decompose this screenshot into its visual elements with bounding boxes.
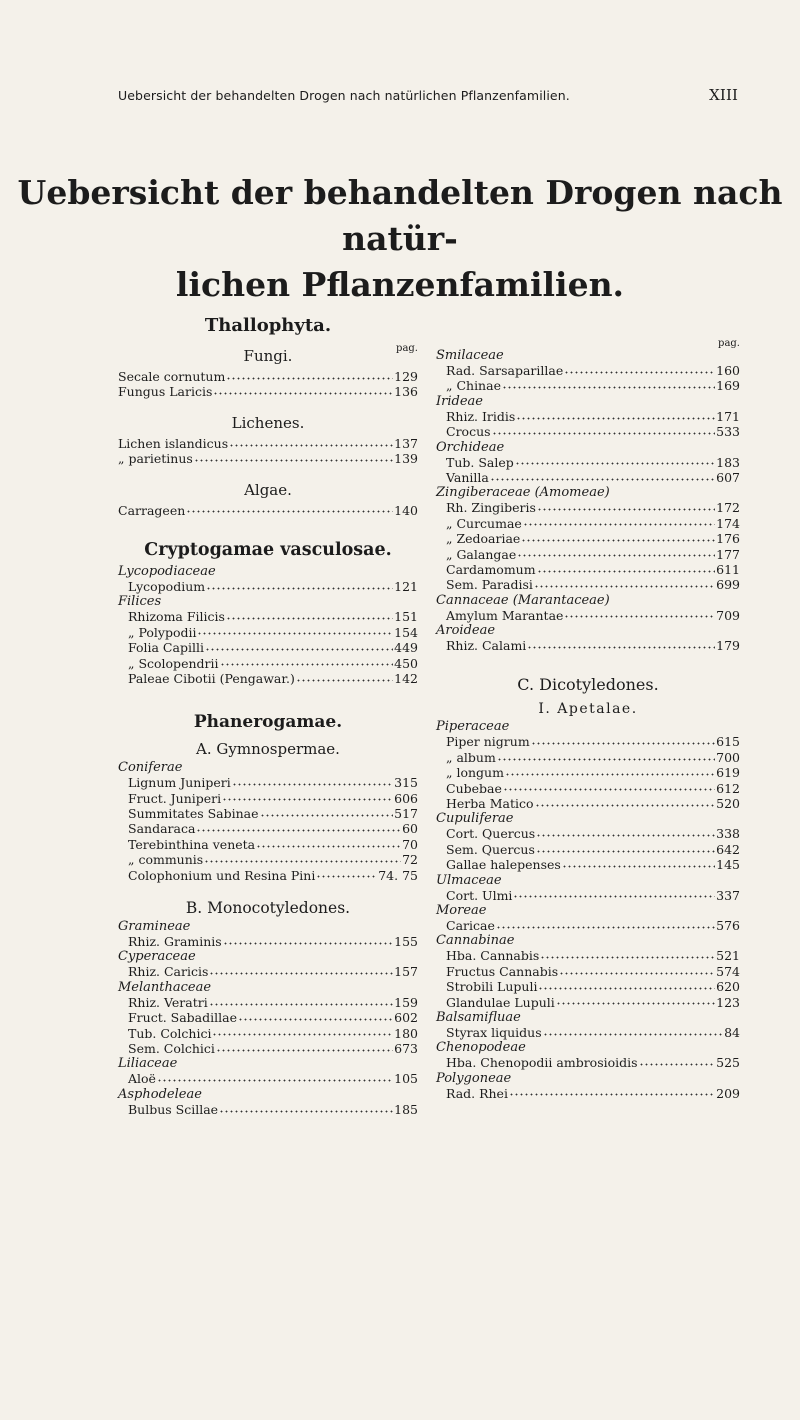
drug-name: Fructus Cannabis <box>446 963 559 979</box>
page-ref: 137 <box>394 435 418 451</box>
leader-dots <box>535 798 716 808</box>
leader-dots <box>502 380 715 390</box>
drug-name: Sem. Colchici <box>128 1040 215 1056</box>
drug-name: Styrax liquidus <box>446 1024 542 1040</box>
index-entry <box>118 671 418 686</box>
index-entry <box>118 1026 418 1041</box>
drug-name: Sandaraca <box>128 821 196 837</box>
index-entry <box>118 503 418 518</box>
leader-dots <box>513 890 715 900</box>
page-ref: 612 <box>716 780 740 796</box>
family-polygoneae: Polygoneae <box>436 1070 512 1086</box>
index-entry <box>118 775 418 790</box>
index-entry <box>118 436 418 451</box>
drug-name: Sem. Paradisi <box>446 577 533 593</box>
drug-name: Colophonium und Resina Pini <box>128 867 316 883</box>
page-ref: 169 <box>716 378 740 394</box>
family-cyperaceae: Cyperaceae <box>118 949 196 965</box>
drug-name: Folia Capilli <box>128 640 204 656</box>
index-entry <box>436 857 740 872</box>
drug-name: Lycopodium <box>128 578 206 594</box>
leader-dots <box>559 966 715 976</box>
page-ref: 151 <box>394 609 418 625</box>
index-entry <box>436 995 740 1010</box>
drug-name: Vanilla <box>446 469 489 485</box>
page-ref: 615 <box>716 734 740 750</box>
left-column: Thallophyta. pag. Fungi. Secale cornutum 129 Fungus Laricis 136 Lichenes. Lichen islandicus 137 „ parietinus 139 Algae. Carrageen 140 Cryptogamae vasculosae. Lycopodiaceae Lycopodium 121 Filices Rhizoma Filicis 151 „ Polypodii 154 Folia Capilli 449 „ Scolopendrii 450 Paleae Cibotii (Pengawar.) 142 Phanerogamae. A. Gymnospermae. Coniferae Lignum Juniperi 315 Fruct. Juniperi 606 Summitates Sabinae 517 Sandaraca 60 Terebinthina veneta 70 „ communis 72 Colophonium und Resina Pini 74. 75 B. Monocotyledones. Gramineae Rhiz. Graminis 155 Cyperaceae Rhiz. Caricis 157 Melanthaceae Rhiz. Veratri 159 Fruct. Sabadillae 602 Tub. Colchici 180 Sem. Colchici 673 Liliaceae Aloë 105 Asphodeleae Bulbus Scillae 185 <box>118 315 418 1117</box>
index-entry <box>118 868 418 883</box>
leader-dots <box>229 438 393 448</box>
leader-dots <box>536 844 715 854</box>
leader-dots <box>509 1088 715 1098</box>
drug-name: „ album <box>446 749 496 765</box>
leader-dots <box>505 767 715 777</box>
index-entry <box>436 500 740 515</box>
drug-name: Crocus <box>446 424 491 440</box>
index-entry <box>436 781 740 796</box>
index-entry <box>118 451 418 466</box>
leader-dots <box>556 997 715 1007</box>
page-ref: 606 <box>394 790 418 806</box>
drug-name: Secale cornutum <box>118 369 226 384</box>
index-entry <box>436 734 740 749</box>
leader-dots <box>497 752 715 762</box>
page-ref: 525 <box>716 1055 740 1071</box>
leader-dots <box>260 808 394 818</box>
index-entry <box>436 979 740 994</box>
leader-dots <box>516 411 715 421</box>
page-ref: 123 <box>716 994 740 1010</box>
page-ref: 70 <box>402 836 418 852</box>
list-ulmaceae <box>436 888 740 903</box>
family-cannabinae: Cannabinae <box>436 933 515 949</box>
leader-dots <box>226 611 393 621</box>
leader-dots <box>538 981 715 991</box>
drug-name: Cardamomum <box>446 561 536 577</box>
heading-dicotyledones: C. Dicotyledones. <box>517 675 659 695</box>
page-ref: 611 <box>716 561 740 577</box>
list-cannabinae <box>436 948 740 1010</box>
index-entry <box>118 640 418 655</box>
drug-name: Rad. Sarsaparillae <box>446 363 564 378</box>
page-ref: 180 <box>394 1025 418 1041</box>
family-liliaceae: Liliaceae <box>118 1056 178 1072</box>
drug-name: Caricae <box>446 917 495 933</box>
leader-dots <box>639 1057 716 1067</box>
list-filices <box>118 609 418 686</box>
drug-name: Gallae halepenses <box>446 857 561 873</box>
leader-dots <box>219 1104 393 1114</box>
index-entry <box>436 918 740 933</box>
index-entry <box>118 369 418 384</box>
family-cannaceae: Cannaceae (Marantaceae) <box>436 592 610 608</box>
drug-name: Rh. Zingiberis <box>446 500 536 516</box>
drug-name: Fruct. Juniperi <box>128 790 222 806</box>
index-entry <box>118 1102 418 1117</box>
page-ref: 72 <box>402 852 418 868</box>
page-ref: 121 <box>394 578 418 594</box>
index-entry <box>118 1071 418 1086</box>
leader-dots <box>496 920 715 930</box>
index-entry <box>436 948 740 963</box>
list-piperaceae <box>436 734 740 811</box>
leader-dots <box>531 736 715 746</box>
drug-name: Rhizoma Filicis <box>128 609 225 625</box>
leader-dots <box>196 823 401 833</box>
heading-monocotyledones: B. Monocotyledones. <box>185 899 351 918</box>
list-gramineae <box>118 934 418 949</box>
index-entry <box>436 750 740 765</box>
drug-name: „ parietinus <box>118 451 193 467</box>
drug-name: Rhiz. Caricis <box>128 964 209 980</box>
leader-dots <box>186 505 393 515</box>
page-ref: 607 <box>716 469 740 485</box>
leader-dots <box>226 371 393 381</box>
heading-phanerogamae: Phanerogamae. <box>193 712 343 733</box>
index-entry <box>436 424 740 439</box>
family-gramineae: Gramineae <box>118 919 191 935</box>
family-aroideae: Aroideae <box>436 623 496 639</box>
index-entry <box>118 609 418 624</box>
page-ref: 620 <box>716 979 740 995</box>
leader-dots <box>205 642 393 652</box>
list-cupuliferae <box>436 826 740 872</box>
running-head-title: Uebersicht der behandelten Drogen nach natürlichen Pflanzenfamilien. <box>118 88 570 103</box>
drug-name: Rad. Rhei <box>446 1085 508 1101</box>
page-ref: 315 <box>394 775 418 791</box>
index-entry <box>118 964 418 979</box>
drug-name: „ communis <box>128 852 204 868</box>
drug-name: „ Curcumae <box>446 515 522 531</box>
page-ref: 129 <box>394 369 418 384</box>
list-melanthaceae <box>118 995 418 1057</box>
page-ref: 139 <box>394 451 418 467</box>
index-entry <box>436 842 740 857</box>
right-column: pag. Smilaceae Rad. Sarsaparillae 160 „ Chinae 169 Irideae Rhiz. Iridis 171 Crocus 533 Orchideae Tub. Salep 183 Vanilla 607 Zingiberaceae (Amomeae) Rh. Zingiberis 172 „ Curcumae 174 „ Zedoariae 176 „ Galangae 177 Cardamomum 611 Sem. Paradisi 699 Cannaceae (Marantaceae) Amylum Marantae 709 Aroideae Rhiz. Calami 179 C. Dicotyledones. I. Apetalae. Piperaceae Piper nigrum 615 „ album 700 „ longum 619 Cubebae 612 Herba Matico 520 Cupuliferae Cort. Quercus 338 Sem. Quercus 642 Gallae halepenses 145 Ulmaceae Cort. Ulmi 337 Moreae Caricae 576 Cannabinae Hba. Cannabis 521 Fructus Cannabis 574 Strobili Lupuli 620 Glandulae Lupuli 123 Balsamifluae Styrax liquidus 84 Chenopodeae Hba. Chenopodii ambrosioidis 525 Polygoneae Rad. Rhei 209 <box>436 338 740 1101</box>
list-fungi <box>118 369 418 400</box>
page-ref: 517 <box>394 806 418 822</box>
drug-name: „ Polypodii <box>128 624 197 640</box>
drug-name: Rhiz. Graminis <box>128 934 222 950</box>
list-zingiberaceae <box>436 500 740 592</box>
family-ulmaceae: Ulmaceae <box>436 872 502 888</box>
index-entry <box>118 852 418 867</box>
leader-dots <box>490 472 715 482</box>
page-ref: 574 <box>716 963 740 979</box>
drug-name: Hba. Chenopodii ambrosioidis <box>446 1055 638 1071</box>
page-ref: 576 <box>716 917 740 933</box>
page-ref: 172 <box>716 500 740 516</box>
index-entry <box>436 1025 740 1040</box>
leader-dots <box>537 564 716 574</box>
index-entry <box>118 821 418 836</box>
drug-name: Fruct. Sabadillae <box>128 1010 237 1026</box>
drug-name: Cubebae <box>446 780 502 796</box>
page-ref: 699 <box>716 577 740 593</box>
drug-name: Cort. Quercus <box>446 826 536 842</box>
leader-dots <box>527 640 715 650</box>
drug-name: Fungus Laricis <box>118 384 213 400</box>
leader-dots <box>220 658 394 668</box>
leader-dots <box>515 457 715 467</box>
index-entry <box>436 888 740 903</box>
page-ref: 145 <box>716 857 740 873</box>
page-ref: 177 <box>716 546 740 562</box>
family-piperaceae: Piperaceae <box>436 719 510 735</box>
index-entry <box>118 995 418 1010</box>
leader-dots <box>296 673 393 683</box>
page-ref: 140 <box>394 502 418 518</box>
page-ref: 160 <box>716 363 740 378</box>
drug-name: Carrageen <box>118 502 186 518</box>
index-entry <box>118 656 418 671</box>
leader-dots <box>212 1028 393 1038</box>
page-ref: 154 <box>394 624 418 640</box>
drug-name: Herba Matico <box>446 796 534 812</box>
drug-name: Piper nigrum <box>446 734 530 750</box>
leader-dots <box>316 870 377 880</box>
list-moreae <box>436 918 740 933</box>
family-zingiberaceae: Zingiberaceae (Amomeae) <box>436 485 610 501</box>
index-entry <box>436 531 740 546</box>
page-number: XIII <box>709 86 738 104</box>
index-entry <box>118 579 418 594</box>
family-coniferae: Coniferae <box>118 760 183 776</box>
index-entry <box>436 765 740 780</box>
page-ref: 450 <box>394 655 418 671</box>
page-ref: 449 <box>394 640 418 656</box>
drug-name: Sem. Quercus <box>446 841 535 857</box>
index-entry <box>436 547 740 562</box>
list-balsamifluae <box>436 1025 740 1040</box>
leader-dots <box>523 518 715 528</box>
drug-name: Terebinthina veneta <box>128 836 256 852</box>
heading-cryptogamae: Cryptogamae vasculosae. <box>144 539 392 560</box>
index-entry <box>436 516 740 531</box>
page-ref: 520 <box>716 796 740 812</box>
drug-name: Glandulae Lupuli <box>446 994 555 1010</box>
leader-dots <box>206 581 393 591</box>
list-liliaceae <box>118 1071 418 1086</box>
index-entry <box>118 837 418 852</box>
page-ref: 642 <box>716 841 740 857</box>
page-ref: 338 <box>716 826 740 842</box>
page-ref: 533 <box>716 424 740 440</box>
index-entry <box>436 577 740 592</box>
index-entry <box>436 1086 740 1101</box>
index-entry <box>436 378 740 393</box>
heading-gymnospermae: A. Gymnospermae. <box>196 740 340 759</box>
page-ref: 709 <box>716 607 740 623</box>
index-entry <box>436 638 740 653</box>
page-ref: 174 <box>716 515 740 531</box>
index-entry <box>436 796 740 811</box>
family-lycopodiaceae: Lycopodiaceae <box>118 563 216 579</box>
drug-name: Hba. Cannabis <box>446 948 540 964</box>
family-balsamifluae: Balsamifluae <box>436 1009 521 1025</box>
page-ref: 74. 75 <box>378 867 418 883</box>
drug-name: „ Zedoariae <box>446 531 521 547</box>
leader-dots <box>517 549 715 559</box>
leader-dots <box>534 579 715 589</box>
page-ref: 155 <box>394 934 418 950</box>
heading-fungi: Fungi. <box>243 347 293 365</box>
page-ref: 209 <box>716 1085 740 1101</box>
list-chenopodeae <box>436 1055 740 1070</box>
page-ref: 700 <box>716 749 740 765</box>
list-asphodeleae <box>118 1102 418 1117</box>
drug-name: Tub. Salep <box>446 454 514 470</box>
drug-name: Rhiz. Calami <box>446 638 527 654</box>
list-coniferae <box>118 775 418 883</box>
leader-dots <box>238 1012 393 1022</box>
leader-dots <box>209 966 393 976</box>
family-orchideae: Orchideae <box>436 439 505 455</box>
leader-dots <box>564 365 715 375</box>
leader-dots <box>503 783 715 793</box>
leader-dots <box>204 854 401 864</box>
leader-dots <box>197 627 393 637</box>
heading-thallophyta: Thallophyta. <box>204 315 332 336</box>
page-title-line-1: Uebersicht der behandelten Drogen nach natür- <box>17 173 783 258</box>
index-entry <box>436 964 740 979</box>
page-ref: 673 <box>394 1040 418 1056</box>
page-ref: 185 <box>394 1101 418 1117</box>
list-polygoneae <box>436 1086 740 1101</box>
index-entry <box>118 806 418 821</box>
page-ref: 183 <box>716 454 740 470</box>
index-entry <box>436 363 740 378</box>
page-ref: 84 <box>724 1024 740 1040</box>
page-ref: 157 <box>394 964 418 980</box>
leader-dots <box>209 997 393 1007</box>
page-ref: 521 <box>716 948 740 964</box>
leader-dots <box>232 777 393 787</box>
drug-name: Tub. Colchici <box>128 1025 212 1041</box>
drug-name: Strobili Lupuli <box>446 979 538 995</box>
index-entry <box>118 934 418 949</box>
index-entry <box>436 562 740 577</box>
index-entry <box>436 608 740 623</box>
leader-dots <box>194 453 393 463</box>
family-moreae: Moreae <box>436 902 487 918</box>
index-entry <box>436 1055 740 1070</box>
drug-name: „ longum <box>446 765 504 781</box>
list-lichenes <box>118 436 418 467</box>
index-entry <box>118 791 418 806</box>
leader-dots <box>157 1073 393 1083</box>
running-head <box>118 88 738 110</box>
drug-name: „ Chinae <box>446 378 501 394</box>
list-algae <box>118 503 418 518</box>
index-entry <box>118 625 418 640</box>
family-asphodeleae: Asphodeleae <box>118 1086 202 1102</box>
leader-dots <box>256 839 401 849</box>
page-ref: 105 <box>394 1071 418 1087</box>
leader-dots <box>521 533 715 543</box>
leader-dots <box>223 936 393 946</box>
list-aroideae <box>436 638 740 653</box>
heading-lichenes: Lichenes. <box>231 413 305 432</box>
page-title <box>0 170 800 308</box>
page-ref: 337 <box>716 887 740 903</box>
drug-name: Lichen islandicus <box>118 435 229 451</box>
page-ref: 602 <box>394 1010 418 1026</box>
leader-dots <box>216 1043 393 1053</box>
page-ref: 179 <box>716 638 740 654</box>
list-cyperaceae <box>118 964 418 979</box>
page-ref: 159 <box>394 994 418 1010</box>
page-ref: 176 <box>716 531 740 547</box>
drug-name: Summitates Sabinae <box>128 806 259 822</box>
drug-name: „ Galangae <box>446 546 517 562</box>
heading-apetalae: I. Apetalae. <box>538 701 638 718</box>
family-chenopodeae: Chenopodeae <box>436 1040 526 1056</box>
family-irideae: Irideae <box>436 393 483 409</box>
leader-dots <box>537 502 715 512</box>
drug-name: Rhiz. Veratri <box>128 994 208 1010</box>
drug-name: Lignum Juniperi <box>128 775 231 791</box>
list-orchideae <box>436 455 740 486</box>
leader-dots <box>543 1027 723 1037</box>
page-ref: 136 <box>394 384 418 400</box>
leader-dots <box>222 793 393 803</box>
index-entry <box>436 409 740 424</box>
drug-name: „ Scolopendrii <box>128 655 219 671</box>
family-cupuliferae: Cupuliferae <box>436 811 514 827</box>
page-ref: 171 <box>716 408 740 424</box>
drug-name: Paleae Cibotii (Pengawar.) <box>128 670 295 686</box>
index-entry <box>118 1010 418 1025</box>
drug-name: Amylum Marantae <box>446 607 564 623</box>
heading-algae: Algae. <box>244 480 292 499</box>
family-filices: Filices <box>118 594 162 610</box>
list-irideae <box>436 409 740 440</box>
drug-name: Aloë <box>128 1071 156 1087</box>
index-entry <box>118 384 418 399</box>
drug-name: Cort. Ulmi <box>446 887 513 903</box>
leader-dots <box>562 859 715 869</box>
family-melanthaceae: Melanthaceae <box>118 979 212 995</box>
index-entry <box>118 1041 418 1056</box>
index-entry <box>436 826 740 841</box>
drug-name: Bulbus Scillae <box>128 1101 219 1117</box>
drug-name: Rhiz. Iridis <box>446 408 516 424</box>
leader-dots <box>540 950 715 960</box>
page-ref: 60 <box>402 821 418 837</box>
list-cannaceae <box>436 608 740 623</box>
family-smilaceae: Smilaceae <box>436 348 504 363</box>
page-ref: 142 <box>394 670 418 686</box>
list-lycopodiaceae <box>118 579 418 594</box>
page-title-line-2: lichen Pflanzenfamilien. <box>175 265 625 304</box>
index-entry <box>436 455 740 470</box>
page-ref: 619 <box>716 765 740 781</box>
leader-dots <box>536 828 715 838</box>
leader-dots <box>492 426 716 436</box>
leader-dots <box>564 610 715 620</box>
list-smilaceae <box>436 363 740 394</box>
index-entry <box>436 470 740 485</box>
leader-dots <box>213 386 393 396</box>
